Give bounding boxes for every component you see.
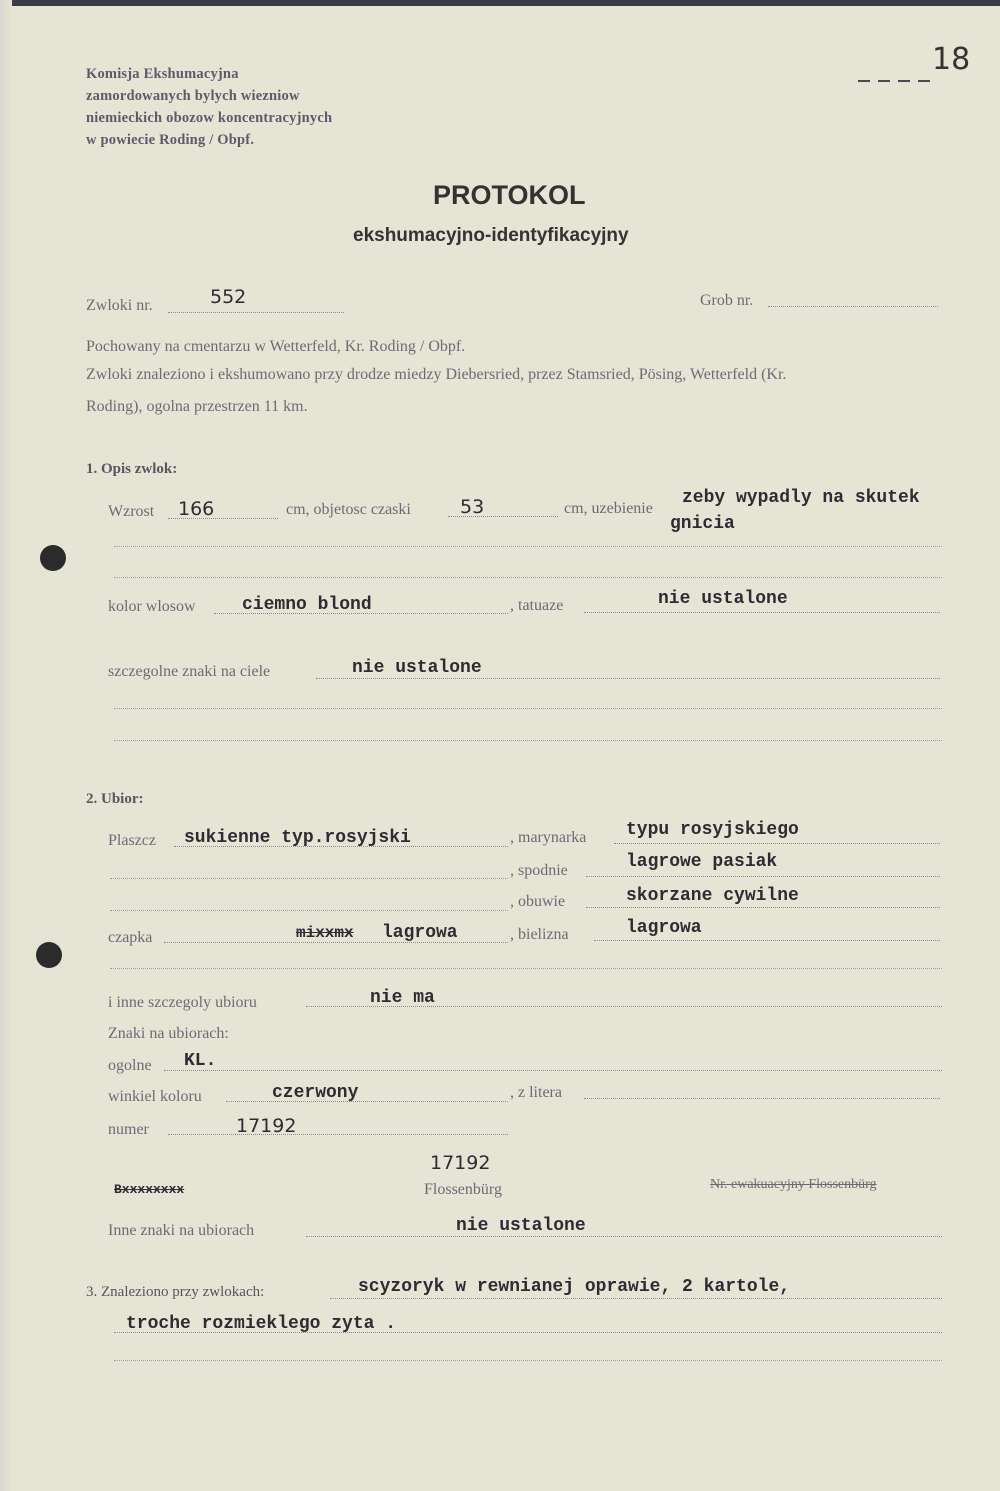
camp-struck-left: Bxxxxxxxx [114, 1182, 185, 1197]
letter-label: , z litera [510, 1084, 562, 1101]
teeth-value-line-2: gnicia [670, 514, 735, 534]
found-text-line-1: Zwloki znaleziono i ekshumowano przy drodze miedzy Diebersried, przez Stamsried, Pösing, Wetterfeld (Kr. [86, 366, 787, 383]
hair-value: ciemno blond [242, 595, 372, 615]
teeth-value-line-1: zeby wypadly na skutek [682, 488, 920, 508]
skull-label: cm, objetosc czaski [286, 501, 411, 518]
page-title: PROTOKOL [433, 180, 586, 210]
number-value: 17192 [236, 1115, 297, 1137]
commission-line-2: zamordowanych bylych wiezniow [86, 88, 300, 104]
general-marks-value: KL. [184, 1051, 217, 1071]
punch-hole-lower [36, 942, 62, 968]
left-edge [0, 0, 12, 1491]
trousers-value: lagrowe pasiak [626, 852, 778, 872]
section-3-heading: 3. Znaleziono przy zwlokach: [86, 1284, 265, 1300]
body-no-value: 552 [210, 286, 247, 308]
coat-value: sukienne typ.rosyjski [184, 828, 411, 848]
section-1-heading: 1. Opis zwlok: [86, 461, 178, 477]
commission-line-4: w powiecie Roding / Obpf. [86, 132, 255, 148]
cap-struck-value: mixxmx [296, 924, 354, 942]
jacket-value: typu rosyjskiego [626, 820, 799, 840]
commission-line-1: Komisja Ekshumacyjna [86, 66, 239, 82]
camp-number: 17192 [430, 1152, 491, 1174]
body-no-label: Zwloki nr. [86, 297, 153, 314]
coat-label: Plaszcz [108, 832, 156, 849]
underwear-value: lagrowa [626, 918, 702, 938]
tattoo-value: nie ustalone [658, 589, 788, 609]
cap-value: lagrowa [382, 923, 458, 943]
height-value: 166 [178, 498, 215, 520]
winkel-label: winkiel koloru [108, 1088, 202, 1105]
top-edge [0, 0, 1000, 6]
commission-header [86, 63, 332, 151]
other-marks-value: nie ustalone [456, 1216, 586, 1236]
number-label: numer [108, 1121, 149, 1138]
winkel-value: czerwony [272, 1083, 359, 1103]
underwear-label: , bielizna [510, 926, 569, 943]
page-number-dashes [858, 80, 928, 84]
teeth-label: cm, uzebienie [564, 500, 653, 517]
other-marks-label: Inne znaki na ubiorach [108, 1222, 255, 1239]
cap-label: czapka [108, 929, 153, 946]
camp-name: Flossenbürg [424, 1181, 502, 1198]
page-subtitle: ekshumacyjno-identyfikacyjny [353, 225, 629, 246]
general-marks-label: ogolne [108, 1057, 152, 1074]
page-number: 18 [932, 42, 971, 77]
shoes-label: , obuwie [510, 893, 566, 910]
camp-struck-right: Nr. ewakuacyjny Flossenbürg [710, 1177, 877, 1192]
hair-label: kolor wlosow [108, 598, 196, 615]
body-marks-value: nie ustalone [352, 658, 482, 678]
grave-no-label: Grob nr. [700, 292, 754, 309]
section-2-heading: 2. Ubior: [86, 791, 144, 807]
buried-text: Pochowany na cmentarzu w Wetterfeld, Kr. Roding / Obpf. [86, 338, 466, 355]
clothing-marks-heading: Znaki na ubiorach: [108, 1025, 229, 1042]
trousers-label: , spodnie [510, 862, 568, 879]
commission-line-3: niemieckich obozow koncentracyjnych [86, 110, 333, 126]
shoes-value: skorzane cywilne [626, 886, 799, 906]
height-label: Wzrost [108, 503, 155, 520]
jacket-label: , marynarka [510, 829, 587, 846]
other-clothing-label: i inne szczegoly ubioru [108, 994, 257, 1011]
other-clothing-value: nie ma [370, 988, 435, 1008]
found-text-line-2: Roding), ogolna przestrzen 11 km. [86, 398, 308, 415]
skull-value: 53 [460, 496, 485, 518]
punch-hole-upper [40, 545, 66, 571]
found-items-line-2: troche rozmieklego zyta . [126, 1314, 397, 1334]
found-items-line-1: scyzoryk w rewnianej oprawie, 2 kartole, [358, 1277, 791, 1297]
body-marks-label: szczegolne znaki na ciele [108, 663, 271, 680]
tattoo-label: , tatuaze [510, 597, 564, 614]
